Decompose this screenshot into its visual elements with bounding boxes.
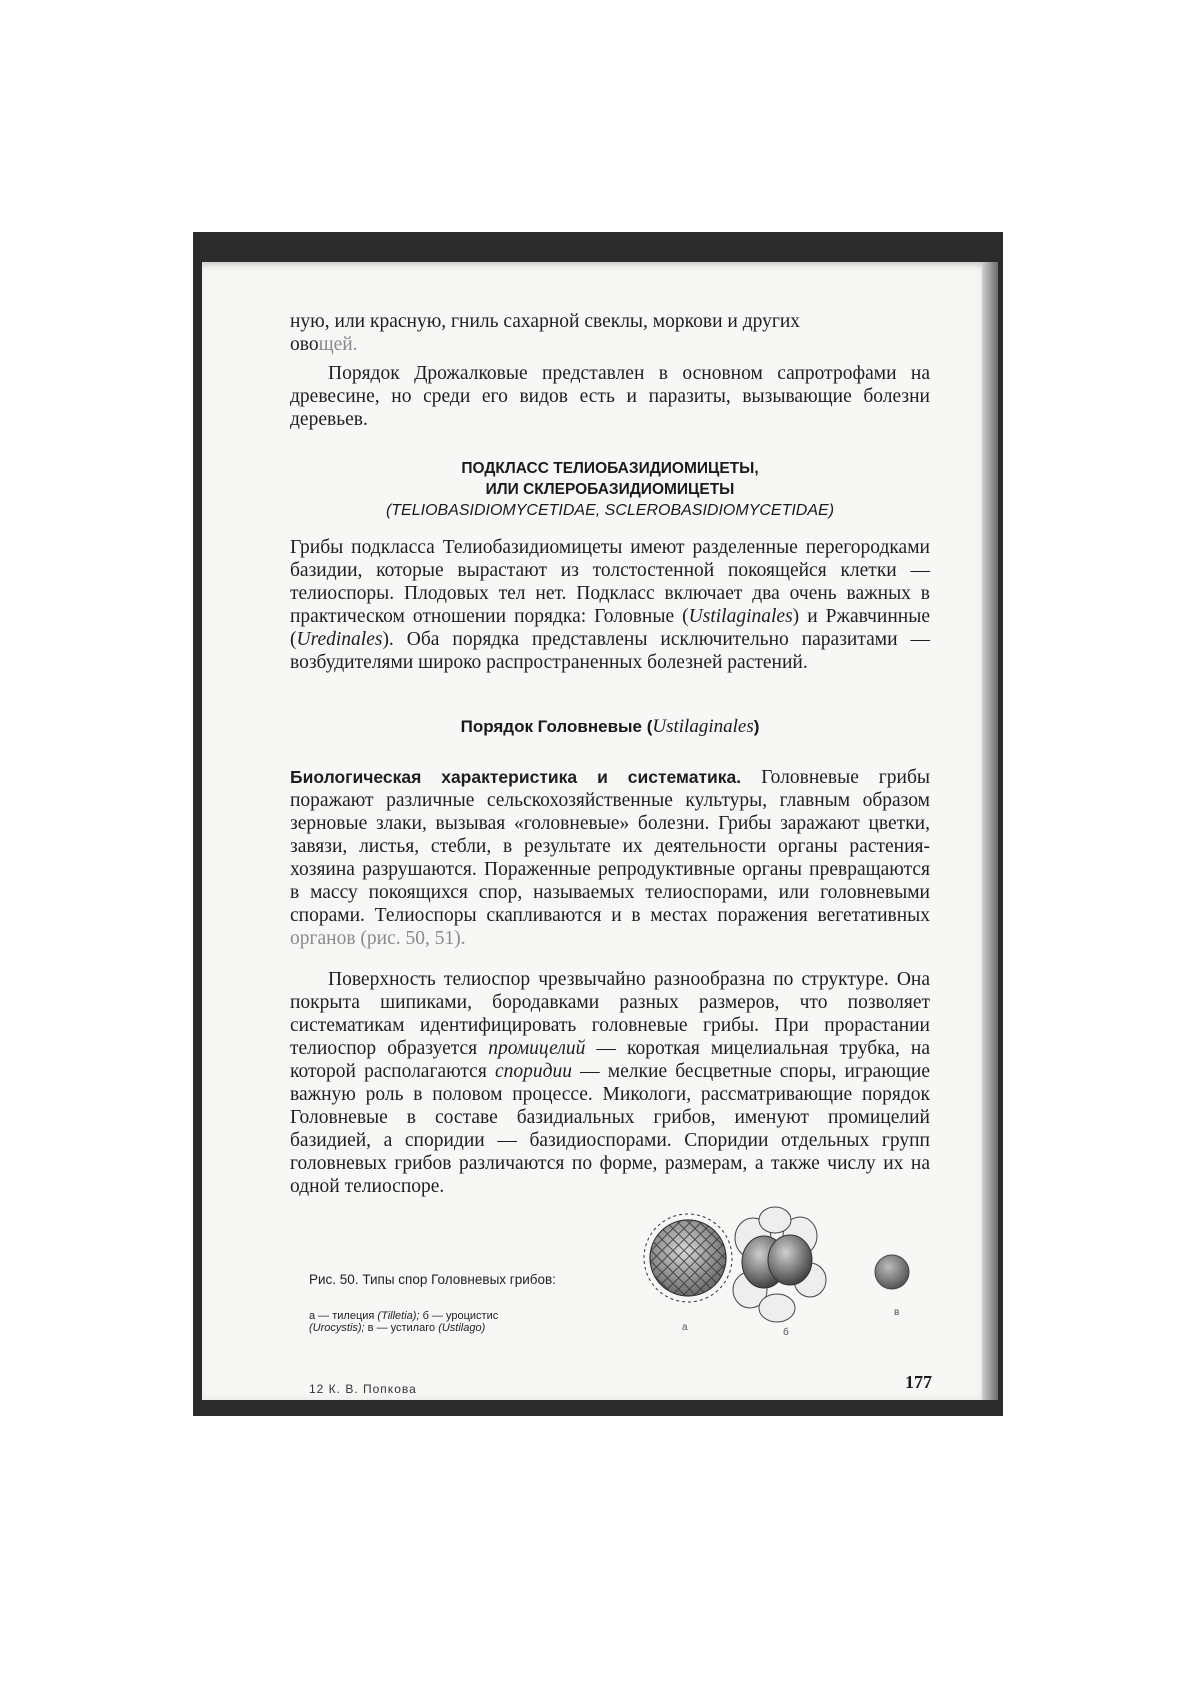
label-c: в [894,1307,900,1318]
label-a: а [682,1322,688,1333]
subclass-heading-latin: (TELIOBASIDIOMYCETIDAE, SCLEROBASIDIOMYCETIDAE) [385,502,835,519]
spore-ustilago-icon [875,1255,909,1289]
legend-c-latin: (Ustilago) [438,1322,486,1334]
spore-illustration [640,1190,940,1340]
paragraph-continuation [290,310,930,356]
term-promycelium: промицелий [488,1038,586,1059]
term-sporidia: споридии [494,1061,572,1082]
legend-a: а — тилеция [309,1310,375,1322]
figure-legend [309,1310,609,1334]
paragraph-biological-characteristics [290,766,930,950]
paragraph-teliospore-surface [290,968,930,1198]
legend-b-latin: (Urocystis); [309,1322,365,1334]
order-heading-close: ) [753,717,760,736]
paragraph-continuation-line-1: ную, или красную, гниль сахарной свеклы, моркови и других [290,311,801,332]
paragraph-teliobasidiomycetes [290,536,930,674]
paragraph-4-tail: органов (рис. 50, 51). [290,928,466,949]
paragraph-4-lead: Биологическая характеристика и систематика. [290,767,742,787]
footer-author: 12 К. В. Попкова [309,1382,417,1396]
paragraph-3-part-2: ) и Ржавчинные ( [290,606,930,650]
paragraph-5-part-2: — короткая мицелиальная трубка, на которой располагаются [290,1038,931,1082]
latin-ustilaginales: Ustilaginales [688,606,793,627]
paragraph-tremellales: Порядок Дрожалковые представлен в основном сапротрофами на древесине, но среди его видов есть и паразиты, вызывающие болезни деревьев. [290,363,930,430]
legend-a-latin: (Tilletia); [377,1310,420,1322]
order-heading [290,716,930,738]
latin-uredinales: Uredinales [296,629,383,650]
spore-tilletia-icon [644,1214,732,1302]
label-b: б [783,1327,789,1338]
subclass-heading [290,458,930,521]
paragraph-5-part-1: Поверхность телиоспор чрезвычайно разнообразна по структуре. Она покрыта шипиками, бородавками разных размеров, что позволяет систематикам идентифицировать головневые грибы. При прорастании телиоспор образуется [290,969,930,1059]
spore-urocystis-icon [733,1207,826,1322]
subclass-heading-line-2: ИЛИ СКЛЕРОБАЗИДИОМИЦЕТЫ [485,481,735,498]
legend-b: б — уроцистис [422,1310,499,1322]
order-heading-latin: Ustilaginales [652,716,754,737]
page-gutter-shadow [982,262,998,1400]
paragraph-3-part-1: Грибы подкласса Телиобазидиомицеты имеют разделенные перегородками базидии, которые вырастают из толстостенной покоящейся клетки — телиоспоры. Плодовых тел нет. Подкласс включает два очень важных в практическом отношении порядка: Головные ( [290,537,930,627]
figure-caption: Рис. 50. Типы спор Головневых грибов: [309,1272,556,1287]
paragraph-5-part-3: — мелкие бесцветные споры, играющие важную роль в половом процессе. Микологи, рассматривающие порядок Головневые в составе базидиальных грибов, именуют промицелий базидией, а споридии — базидиоспорами. Споридии отдельных групп головневых грибов различаются по форме, размерам, а также числу их на одной телиоспоре. [290,1061,930,1197]
page-number: 177 [905,1372,932,1392]
subclass-heading-line-1: ПОДКЛАСС ТЕЛИОБАЗИДИОМИЦЕТЫ, [461,460,759,477]
paragraph-continuation-line-2a: ово [290,334,319,355]
paragraph-4-body: Головневые грибы поражают различные сельскохозяйственные культуры, главным образом зерновые злаки, вызывая «головневые» болезни. Грибы заражают цветки, завязи, листья, стебли, в результате их деятельности органы растения-хозяина разрушаются. Пораженные репродуктивные органы превращаются в массу покоящихся спор, называемых телиоспорами, или головневыми спорами. Телиоспоры скапливаются и в местах поражения вегетативных [290,767,930,926]
order-heading-text: Порядок Головневые ( [460,717,653,736]
paragraph-continuation-line-2b: щей. [318,334,358,355]
paragraph-3-part-3: ). Оба порядка представлены исключительно паразитами — возбудителями широко распространенных болезней растений. [290,629,930,673]
legend-c: в — устилаго [367,1322,436,1334]
